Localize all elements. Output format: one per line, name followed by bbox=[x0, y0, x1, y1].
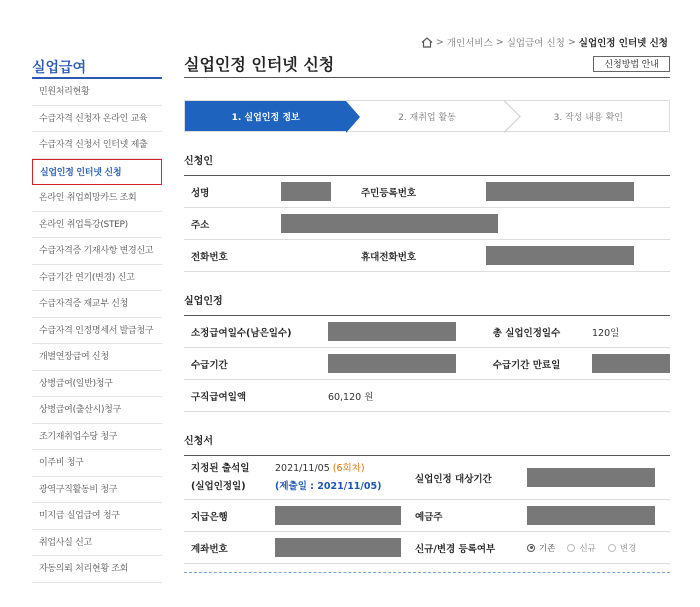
page-title-bar bbox=[184, 48, 670, 78]
section-applicant-title: 신청인 bbox=[184, 156, 213, 167]
expire-date-label: 수급기간 만료일 bbox=[486, 348, 585, 380]
application-table bbox=[184, 455, 670, 564]
sidebar-item[interactable]: 상병급여(일반)청구 bbox=[32, 371, 162, 398]
benefit-days-redacted bbox=[328, 322, 456, 341]
address-label: 주소 bbox=[184, 208, 274, 240]
step-2: 2. 재취업 활동 bbox=[346, 101, 507, 131]
radio-change[interactable]: 변경 bbox=[608, 542, 636, 554]
phone-label: 전화번호 bbox=[184, 240, 274, 272]
sidebar-item[interactable]: 수급자격 신청서 인터넷 제출 bbox=[32, 132, 162, 159]
applicant-table bbox=[184, 175, 670, 272]
sidebar-item[interactable]: 수급자격 신청자 온라인 교육 bbox=[32, 106, 162, 133]
daily-benefit-value: 60,120 원 bbox=[321, 380, 670, 412]
radio-dot-icon[interactable] bbox=[527, 544, 535, 552]
radio-dot-icon[interactable] bbox=[567, 544, 575, 552]
sidebar bbox=[32, 57, 162, 583]
sidebar-item[interactable]: 수급자격증 기재사항 변경신고 bbox=[32, 238, 162, 265]
breadcrumb-sep: > bbox=[567, 36, 576, 48]
sidebar-item[interactable]: 수급자격증 재교부 신청 bbox=[32, 291, 162, 318]
breadcrumb bbox=[421, 35, 668, 49]
bank-value-redacted bbox=[275, 506, 401, 525]
target-period-redacted bbox=[527, 468, 655, 487]
attend-count: (6회차) bbox=[332, 462, 365, 474]
name-value-redacted bbox=[281, 182, 331, 201]
sidebar-item[interactable]: 이주비 청구 bbox=[32, 450, 162, 477]
mobile-value-redacted bbox=[486, 246, 634, 265]
rrn-value-redacted bbox=[486, 182, 634, 201]
name-label: 성명 bbox=[184, 176, 274, 208]
radio-new[interactable]: 신규 bbox=[567, 542, 595, 554]
mobile-label: 휴대전화번호 bbox=[354, 240, 479, 272]
account-number-label: 계좌번호 bbox=[184, 532, 268, 564]
sidebar-item[interactable]: 개별연장급여 신청 bbox=[32, 344, 162, 371]
sidebar-item[interactable]: 취업사실 신고 bbox=[32, 530, 162, 557]
sidebar-item[interactable]: 온라인 취업희망카드 조회 bbox=[32, 185, 162, 212]
daily-benefit-label: 구직급여일액 bbox=[184, 380, 321, 412]
sidebar-item[interactable]: 상병급여(출산시)청구 bbox=[32, 397, 162, 424]
account-holder-label: 예금주 bbox=[408, 500, 520, 532]
benefit-days-label: 소정급여일수(남은일수) bbox=[184, 316, 321, 348]
benefit-period-redacted bbox=[328, 354, 456, 373]
sidebar-item[interactable]: 수급자격 인정명세서 발급청구 bbox=[32, 318, 162, 345]
breadcrumb-sep: > bbox=[435, 36, 444, 48]
registration-radio-group bbox=[527, 542, 663, 554]
step-1: 1. 실업인정 정보 bbox=[185, 101, 346, 131]
expire-date-redacted bbox=[592, 354, 670, 373]
target-period-label: 실업인정 대상기간 bbox=[408, 456, 520, 500]
step-3: 3. 작성 내용 확인 bbox=[553, 112, 623, 123]
section-application-title: 신청서 bbox=[184, 436, 213, 447]
attend-date-label-line1: 지정된 출석일 bbox=[191, 462, 250, 474]
radio-existing[interactable]: 기존 bbox=[527, 542, 555, 554]
sidebar-item[interactable]: 수급기간 연기(변경) 신고 bbox=[32, 265, 162, 292]
attend-date-label-line2: (실업인정일) bbox=[191, 480, 246, 492]
sidebar-item[interactable]: 실업인정 인터넷 신청 bbox=[32, 159, 162, 186]
page-title: 실업인정 인터넷 신청 bbox=[184, 55, 335, 74]
section-recognition-title: 실업인정 bbox=[184, 296, 223, 307]
main-content bbox=[184, 48, 670, 578]
total-days-value: 120일 bbox=[585, 316, 670, 348]
address-value-redacted bbox=[281, 214, 498, 233]
next-section-border bbox=[184, 572, 670, 578]
breadcrumb-item[interactable]: 개인서비스 bbox=[446, 38, 493, 49]
recognition-table bbox=[184, 315, 670, 412]
total-days-label: 총 실업인정일수 bbox=[486, 316, 585, 348]
registration-label: 신규/변경 등록여부 bbox=[408, 532, 520, 564]
breadcrumb-item[interactable]: 실업급여 신청 bbox=[506, 38, 565, 49]
sidebar-item[interactable]: 자동의뢰 처리현황 조회 bbox=[32, 556, 162, 583]
home-icon[interactable] bbox=[421, 37, 433, 48]
breadcrumb-sep: > bbox=[495, 36, 504, 48]
rrn-label: 주민등록번호 bbox=[354, 176, 479, 208]
sidebar-item[interactable]: 온라인 취업특강(STEP) bbox=[32, 212, 162, 239]
guide-button[interactable]: 신청방법 안내 bbox=[593, 56, 670, 72]
sidebar-menu bbox=[32, 79, 162, 583]
sidebar-title[interactable]: 실업급여 bbox=[32, 57, 162, 79]
breadcrumb-current: 실업인정 인터넷 신청 bbox=[578, 38, 668, 49]
sidebar-item[interactable]: 조기재취업수당 청구 bbox=[32, 424, 162, 451]
account-holder-redacted bbox=[527, 506, 655, 525]
benefit-period-label: 수급기간 bbox=[184, 348, 321, 380]
sidebar-item[interactable]: 광역구직활동비 청구 bbox=[32, 477, 162, 504]
attend-date-value: 2021/11/05 bbox=[275, 462, 330, 474]
sidebar-item[interactable]: 민원처리현황 bbox=[32, 79, 162, 106]
attend-date-cell bbox=[268, 456, 408, 500]
submit-date: (제출일 : 2021/11/05) bbox=[275, 480, 382, 492]
radio-dot-icon[interactable] bbox=[608, 544, 616, 552]
bank-label: 지급은행 bbox=[184, 500, 268, 532]
step-indicator bbox=[184, 100, 670, 132]
attend-date-label bbox=[184, 456, 268, 500]
account-number-redacted bbox=[275, 538, 401, 557]
sidebar-item[interactable]: 미지급 실업급여 청구 bbox=[32, 503, 162, 530]
